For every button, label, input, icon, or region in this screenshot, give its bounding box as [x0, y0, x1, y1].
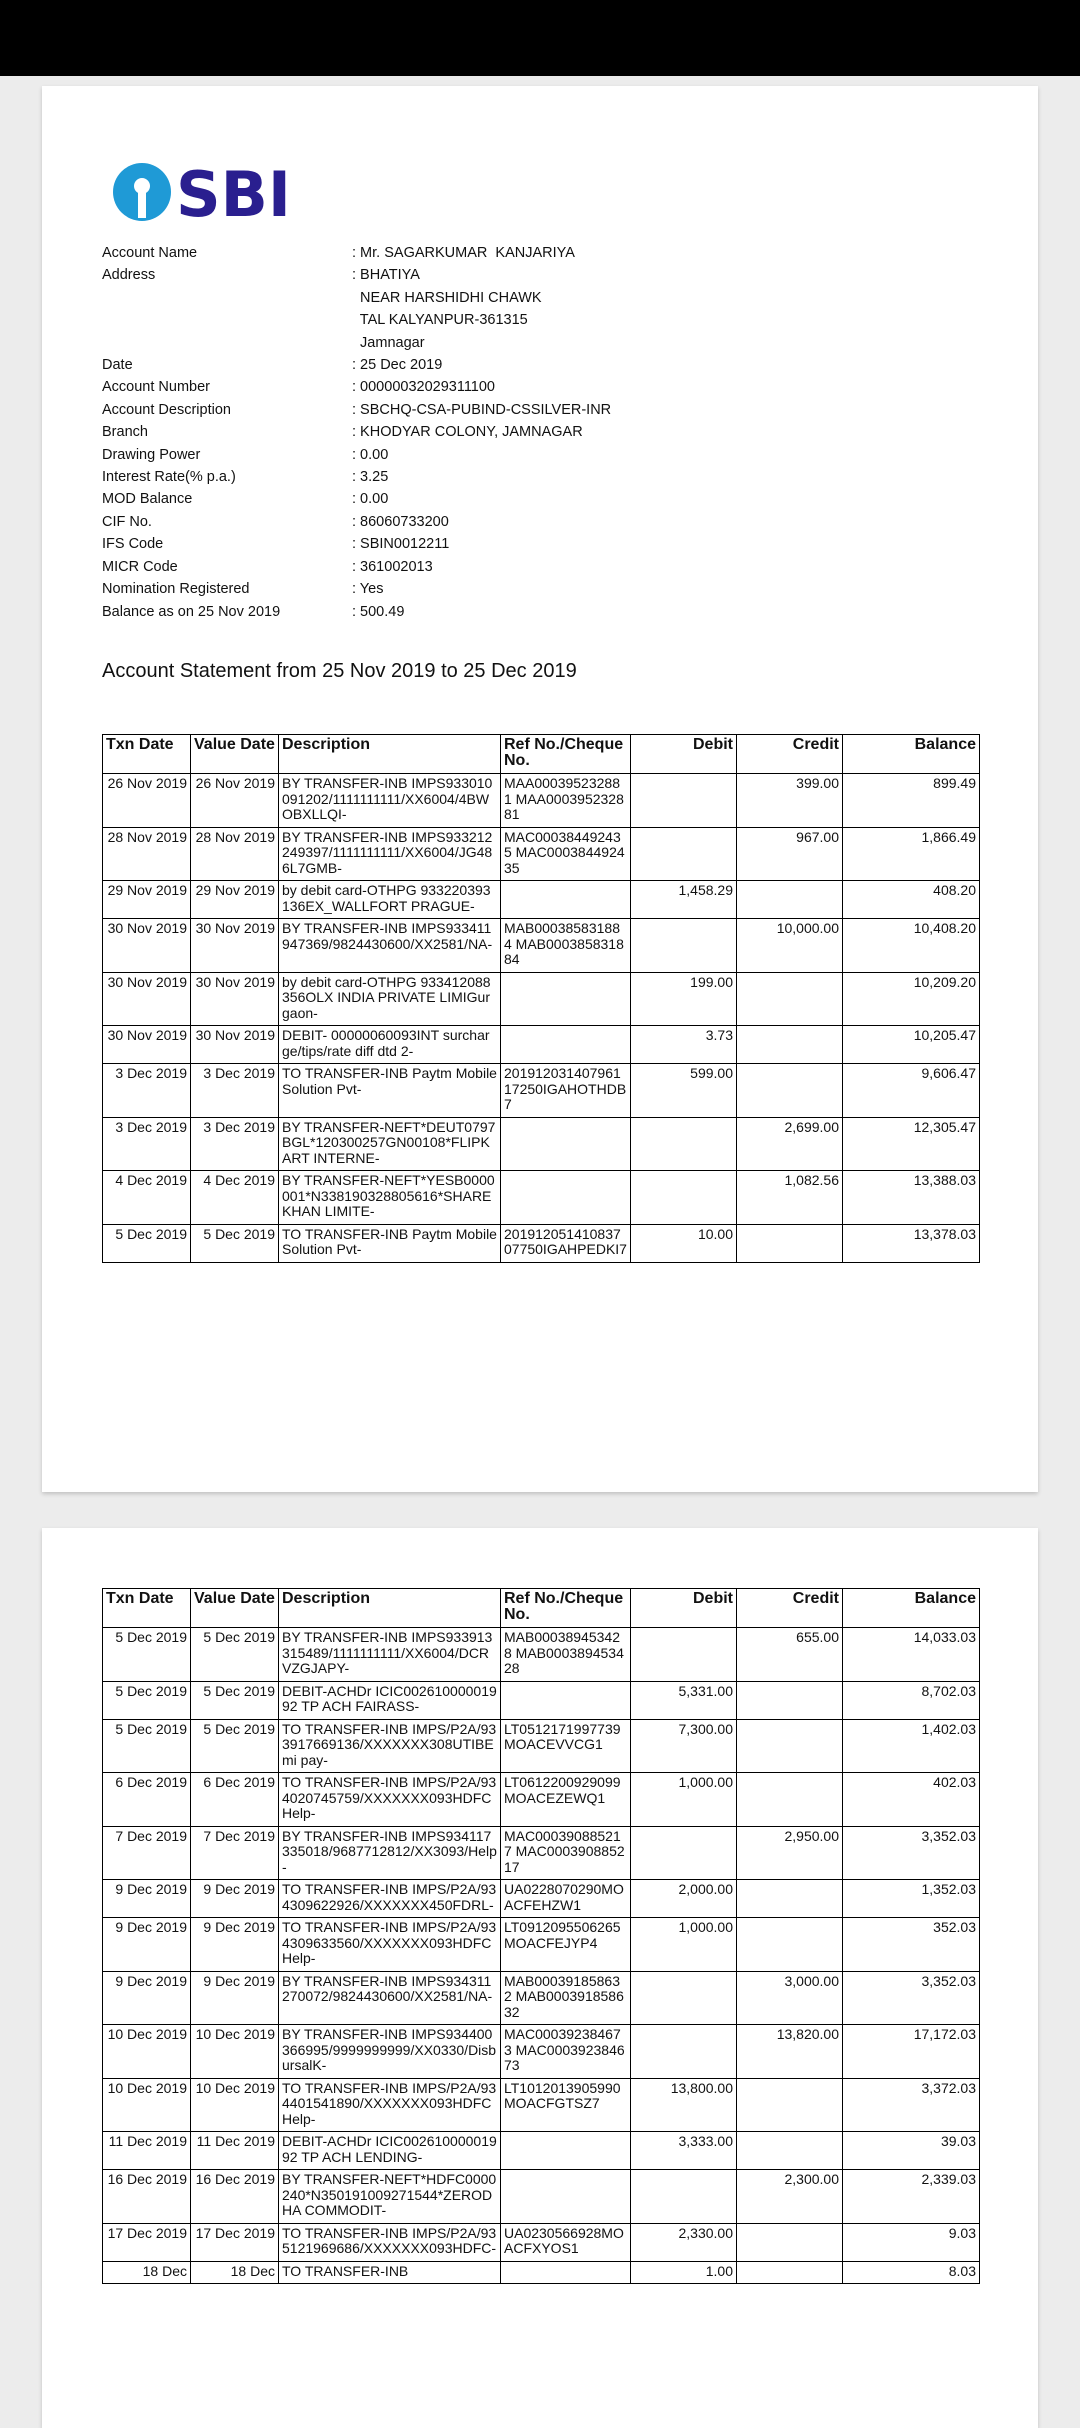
- description-cell: TO TRANSFER-INB IMPS/P2A/934020745759/XXXXXXX093HDFCHelp-: [279, 1773, 501, 1827]
- txn-date-cell: 5 Dec 2019: [103, 1628, 191, 1682]
- info-label: [102, 287, 352, 309]
- value-date-cell: 9 Dec 2019: [191, 1880, 279, 1918]
- value-date-cell: 10 Dec 2019: [191, 2078, 279, 2132]
- value-date-cell: 10 Dec 2019: [191, 2025, 279, 2079]
- credit-cell: [737, 2132, 843, 2170]
- value-date-cell: 7 Dec 2019: [191, 1826, 279, 1880]
- debit-cell: 1,000.00: [631, 1773, 737, 1827]
- credit-cell: 2,699.00: [737, 1117, 843, 1171]
- table-row: [103, 881, 980, 919]
- table-row: [103, 774, 980, 828]
- table-row: [103, 1826, 980, 1880]
- credit-cell: [737, 1681, 843, 1719]
- description-cell: TO TRANSFER-INB IMPS/P2A/934309633560/XXXXXXX093HDFCHelp-: [279, 1918, 501, 1972]
- info-label: Address: [102, 267, 156, 284]
- balance-cell: 2,339.03: [843, 2170, 980, 2224]
- account-info-row: [102, 332, 611, 354]
- credit-cell: 1,082.56: [737, 1171, 843, 1225]
- txn-date-cell: 30 Nov 2019: [103, 972, 191, 1026]
- account-info-row: [102, 444, 611, 466]
- header-debit: Debit: [631, 1589, 737, 1628]
- info-value: : Mr. SAGARKUMAR KANJARIYA: [352, 245, 575, 261]
- info-label: Account Name: [102, 245, 198, 261]
- txn-date-cell: 9 Dec 2019: [103, 1971, 191, 2025]
- txn-date-cell: 3 Dec 2019: [103, 1117, 191, 1171]
- table-row: [103, 2170, 980, 2224]
- description-cell: TO TRANSFER-INB IMPS/P2A/934309622926/XXXXXXX450FDRL-: [279, 1880, 501, 1918]
- header-ref-no: Ref No./Cheque No.: [501, 1589, 631, 1628]
- balance-cell: 899.49: [843, 774, 980, 828]
- info-value: : 361002013: [352, 558, 433, 575]
- table-row: [103, 2078, 980, 2132]
- account-info-row: [102, 578, 611, 600]
- txn-date-cell: 3 Dec 2019: [103, 1064, 191, 1118]
- credit-cell: [737, 1880, 843, 1918]
- description-cell: BY TRANSFER-INB IMPS933913315489/1111111111/XX6004/DCRVZGJAPY-: [279, 1628, 501, 1682]
- value-date-cell: 5 Dec 2019: [191, 1628, 279, 1682]
- txn-date-cell: 10 Dec 2019: [103, 2025, 191, 2079]
- debit-cell: 1.00: [631, 2261, 737, 2284]
- credit-cell: [737, 2261, 843, 2284]
- table-row: [103, 1064, 980, 1118]
- credit-cell: 10,000.00: [737, 919, 843, 973]
- description-cell: TO TRANSFER-INB: [279, 2261, 501, 2284]
- header-balance: Balance: [843, 1589, 980, 1628]
- debit-cell: 13,800.00: [631, 2078, 737, 2132]
- description-cell: by debit card-OTHPG 933220393136EX_WALLFORT PRAGUE-: [279, 881, 501, 919]
- header-description: Description: [279, 1589, 501, 1628]
- table-row: [103, 1971, 980, 2025]
- debit-cell: 5,331.00: [631, 1681, 737, 1719]
- info-label: CIF No.: [102, 513, 152, 530]
- description-cell: BY TRANSFER-NEFT*DEUT0797BGL*120300257GN00108*FLIPKART INTERNE-: [279, 1117, 501, 1171]
- transactions-table-page-2: [102, 1588, 980, 2284]
- description-cell: BY TRANSFER-INB IMPS933411947369/9824430600/XX2581/NA-: [279, 919, 501, 973]
- sbi-logo: [112, 156, 312, 228]
- value-date-cell: 17 Dec 2019: [191, 2223, 279, 2261]
- statement-title: Account Statement from 25 Nov 2019 to 25 Dec 2019: [102, 660, 577, 682]
- account-info-row: [102, 399, 611, 421]
- debit-cell: [631, 2025, 737, 2079]
- info-value: : SBIN0012211: [352, 536, 450, 553]
- table-row: [103, 1719, 980, 1773]
- credit-cell: [737, 972, 843, 1026]
- ref-no-cell: [501, 1171, 631, 1225]
- debit-cell: [631, 1826, 737, 1880]
- value-date-cell: 6 Dec 2019: [191, 1773, 279, 1827]
- txn-date-cell: 9 Dec 2019: [103, 1918, 191, 1972]
- debit-cell: 3,333.00: [631, 2132, 737, 2170]
- balance-cell: 1,352.03: [843, 1880, 980, 1918]
- balance-cell: 9,606.47: [843, 1064, 980, 1118]
- table-row: [103, 1117, 980, 1171]
- account-info-row: [102, 309, 611, 331]
- account-info-row: [102, 601, 611, 623]
- balance-cell: 39.03: [843, 2132, 980, 2170]
- table-row: [103, 1171, 980, 1225]
- debit-cell: 1,458.29: [631, 881, 737, 919]
- txn-date-cell: 5 Dec 2019: [103, 1224, 191, 1262]
- balance-cell: 8.03: [843, 2261, 980, 2284]
- balance-cell: 1,402.03: [843, 1719, 980, 1773]
- credit-cell: [737, 2078, 843, 2132]
- description-cell: by debit card-OTHPG 933412088356OLX INDIA PRIVATE LIMIGurgaon-: [279, 972, 501, 1026]
- ref-no-cell: [501, 972, 631, 1026]
- credit-cell: 2,300.00: [737, 2170, 843, 2224]
- txn-date-cell: 10 Dec 2019: [103, 2078, 191, 2132]
- account-info-row: [102, 242, 611, 264]
- balance-cell: 3,352.03: [843, 1971, 980, 2025]
- credit-cell: [737, 1719, 843, 1773]
- credit-cell: [737, 1224, 843, 1262]
- value-date-cell: 30 Nov 2019: [191, 919, 279, 973]
- value-date-cell: 18 Dec: [191, 2261, 279, 2284]
- txn-date-cell: 5 Dec 2019: [103, 1681, 191, 1719]
- table-row: [103, 919, 980, 973]
- description-cell: DEBIT- 00000060093INT surcharge/tips/rate diff dtd 2-: [279, 1026, 501, 1064]
- description-cell: BY TRANSFER-INB IMPS933212249397/1111111111/XX6004/JG486L7GMB-: [279, 827, 501, 881]
- description-cell: TO TRANSFER-INB Paytm Mobile Solution Pvt-: [279, 1224, 501, 1262]
- debit-cell: [631, 1171, 737, 1225]
- ref-no-cell: [501, 1026, 631, 1064]
- balance-cell: 13,378.03: [843, 1224, 980, 1262]
- ref-no-cell: UA0230566928MOACFXYOS1: [501, 2223, 631, 2261]
- value-date-cell: 28 Nov 2019: [191, 827, 279, 881]
- credit-cell: 967.00: [737, 827, 843, 881]
- table-row: [103, 1918, 980, 1972]
- description-cell: BY TRANSFER-INB IMPS934400366995/9999999999/XX0330/DisbursalK-: [279, 2025, 501, 2079]
- header-value-date: Value Date: [191, 735, 279, 774]
- header-description: Description: [279, 735, 501, 774]
- table-row: [103, 2261, 980, 2284]
- info-label: Balance as on 25 Nov 2019: [102, 603, 281, 620]
- info-label: MICR Code: [102, 558, 178, 575]
- txn-date-cell: 7 Dec 2019: [103, 1826, 191, 1880]
- description-cell: DEBIT-ACHDr ICIC00261000001992 TP ACH LENDING-: [279, 2132, 501, 2170]
- description-cell: BY TRANSFER-INB IMPS933010091202/1111111111/XX6004/4BWOBXLLQI-: [279, 774, 501, 828]
- ref-no-cell: MAA000395232881 MAA000395232881: [501, 774, 631, 828]
- table-row: [103, 1681, 980, 1719]
- txn-date-cell: 28 Nov 2019: [103, 827, 191, 881]
- table-row: [103, 827, 980, 881]
- value-date-cell: 9 Dec 2019: [191, 1918, 279, 1972]
- account-info-row: [102, 511, 611, 533]
- info-value: : 0.00: [352, 491, 389, 508]
- table-row: [103, 1224, 980, 1262]
- ref-no-cell: MAB000391858632 MAB000391858632: [501, 1971, 631, 2025]
- ref-no-cell: LT0512171997739MOACEVVCG1: [501, 1719, 631, 1773]
- credit-cell: 655.00: [737, 1628, 843, 1682]
- statement-page-2: [42, 1528, 1038, 2428]
- table-row: [103, 972, 980, 1026]
- debit-cell: [631, 1971, 737, 2025]
- table-row: [103, 2025, 980, 2079]
- description-cell: TO TRANSFER-INB IMPS/P2A/934401541890/XXXXXXX093HDFCHelp-: [279, 2078, 501, 2132]
- debit-cell: [631, 827, 737, 881]
- credit-cell: [737, 1918, 843, 1972]
- description-cell: TO TRANSFER-INB IMPS/P2A/935121969686/XXXXXXX093HDFC-: [279, 2223, 501, 2261]
- ref-no-cell: MAC000390885217 MAC000390885217: [501, 1826, 631, 1880]
- value-date-cell: 26 Nov 2019: [191, 774, 279, 828]
- balance-cell: 10,205.47: [843, 1026, 980, 1064]
- txn-date-cell: 26 Nov 2019: [103, 774, 191, 828]
- txn-date-cell: 30 Nov 2019: [103, 1026, 191, 1064]
- header-txn-date: Txn Date: [103, 735, 191, 774]
- info-label: MOD Balance: [102, 491, 193, 508]
- status-bar: [0, 0, 1080, 76]
- account-info-row: [102, 264, 611, 286]
- credit-cell: 3,000.00: [737, 1971, 843, 2025]
- debit-cell: [631, 919, 737, 973]
- txn-date-cell: 17 Dec 2019: [103, 2223, 191, 2261]
- ref-no-cell: MAC000392384673 MAC000392384673: [501, 2025, 631, 2079]
- account-info-row: [102, 488, 611, 510]
- debit-cell: 1,000.00: [631, 1918, 737, 1972]
- table-header-row: [103, 735, 980, 774]
- balance-cell: 12,305.47: [843, 1117, 980, 1171]
- account-info-row: [102, 421, 611, 443]
- ref-no-cell: 20191203140796117250IGAHOTHDB7: [501, 1064, 631, 1118]
- statement-page-1: [42, 86, 1038, 1492]
- debit-cell: [631, 1117, 737, 1171]
- header-balance: Balance: [843, 735, 980, 774]
- credit-cell: [737, 1773, 843, 1827]
- ref-no-cell: UA0228070290MOACFEHZW1: [501, 1880, 631, 1918]
- credit-cell: 13,820.00: [737, 2025, 843, 2079]
- debit-cell: 3.73: [631, 1026, 737, 1064]
- table-row: [103, 1026, 980, 1064]
- info-value: : 00000032029311100: [352, 379, 495, 396]
- info-label: Account Number: [102, 379, 210, 396]
- value-date-cell: 16 Dec 2019: [191, 2170, 279, 2224]
- debit-cell: [631, 2170, 737, 2224]
- value-date-cell: 29 Nov 2019: [191, 881, 279, 919]
- debit-cell: 2,000.00: [631, 1880, 737, 1918]
- balance-cell: 1,866.49: [843, 827, 980, 881]
- ref-no-cell: [501, 881, 631, 919]
- info-value: : BHATIYA: [352, 267, 420, 284]
- info-label: Date: [102, 357, 133, 374]
- info-label: Drawing Power: [102, 446, 201, 463]
- credit-cell: [737, 881, 843, 919]
- value-date-cell: 5 Dec 2019: [191, 1681, 279, 1719]
- description-cell: TO TRANSFER-INB IMPS/P2A/933917669136/XXXXXXX308UTIBEmi pay-: [279, 1719, 501, 1773]
- txn-date-cell: 18 Dec: [103, 2261, 191, 2284]
- ref-no-cell: [501, 2261, 631, 2284]
- credit-cell: 399.00: [737, 774, 843, 828]
- txn-date-cell: 29 Nov 2019: [103, 881, 191, 919]
- value-date-cell: 30 Nov 2019: [191, 1026, 279, 1064]
- debit-cell: 7,300.00: [631, 1719, 737, 1773]
- table-header-row: [103, 1589, 980, 1628]
- sbi-logo-text: SBI: [176, 158, 291, 228]
- txn-date-cell: 11 Dec 2019: [103, 2132, 191, 2170]
- value-date-cell: 4 Dec 2019: [191, 1171, 279, 1225]
- info-value: : 0.00: [352, 446, 389, 463]
- account-info-row: [102, 354, 611, 376]
- description-cell: DEBIT-ACHDr ICIC00261000001992 TP ACH FAIRASS-: [279, 1681, 501, 1719]
- balance-cell: 14,033.03: [843, 1628, 980, 1682]
- ref-no-cell: LT0912095506265MOACFEJYP4: [501, 1918, 631, 1972]
- credit-cell: [737, 1064, 843, 1118]
- balance-cell: 10,209.20: [843, 972, 980, 1026]
- info-label: Branch: [102, 424, 148, 441]
- txn-date-cell: 4 Dec 2019: [103, 1171, 191, 1225]
- table-row: [103, 2132, 980, 2170]
- balance-cell: 408.20: [843, 881, 980, 919]
- info-value: Jamnagar: [352, 334, 425, 351]
- value-date-cell: 3 Dec 2019: [191, 1064, 279, 1118]
- value-date-cell: 3 Dec 2019: [191, 1117, 279, 1171]
- info-label: Account Description: [102, 401, 231, 418]
- balance-cell: 3,372.03: [843, 2078, 980, 2132]
- sbi-logo-mark: [112, 156, 312, 228]
- balance-cell: 13,388.03: [843, 1171, 980, 1225]
- info-value: : Yes: [352, 581, 384, 598]
- ref-no-cell: [501, 2170, 631, 2224]
- ref-no-cell: MAC000384492435 MAC000384492435: [501, 827, 631, 881]
- balance-cell: 402.03: [843, 1773, 980, 1827]
- balance-cell: 17,172.03: [843, 2025, 980, 2079]
- account-info-row: [102, 533, 611, 555]
- description-cell: TO TRANSFER-INB Paytm Mobile Solution Pvt-: [279, 1064, 501, 1118]
- header-credit: Credit: [737, 735, 843, 774]
- txn-date-cell: 5 Dec 2019: [103, 1719, 191, 1773]
- info-value: : KHODYAR COLONY, JAMNAGAR: [352, 424, 583, 441]
- ref-no-cell: [501, 1117, 631, 1171]
- balance-cell: 352.03: [843, 1918, 980, 1972]
- info-value: : 500.49: [352, 603, 405, 620]
- info-value: NEAR HARSHIDHI CHAWK: [352, 289, 542, 306]
- info-label: IFS Code: [102, 536, 164, 553]
- description-cell: BY TRANSFER-INB IMPS934311270072/9824430600/XX2581/NA-: [279, 1971, 501, 2025]
- ref-no-cell: [501, 2132, 631, 2170]
- account-info: [102, 242, 611, 623]
- info-value: : SBCHQ-CSA-PUBIND-CSSILVER-INR: [352, 401, 612, 418]
- balance-cell: 3,352.03: [843, 1826, 980, 1880]
- header-txn-date: Txn Date: [103, 1589, 191, 1628]
- header-credit: Credit: [737, 1589, 843, 1628]
- ref-no-cell: LT1012013905990MOACFGTSZ7: [501, 2078, 631, 2132]
- ref-no-cell: 20191205141083707750IGAHPEDKI7: [501, 1224, 631, 1262]
- info-value: : 25 Dec 2019: [352, 357, 443, 374]
- txn-date-cell: 16 Dec 2019: [103, 2170, 191, 2224]
- account-info-row: [102, 376, 611, 398]
- value-date-cell: 9 Dec 2019: [191, 1971, 279, 2025]
- header-value-date: Value Date: [191, 1589, 279, 1628]
- debit-cell: [631, 1628, 737, 1682]
- account-info-row: [102, 466, 611, 488]
- value-date-cell: 5 Dec 2019: [191, 1719, 279, 1773]
- balance-cell: 8,702.03: [843, 1681, 980, 1719]
- debit-cell: 2,330.00: [631, 2223, 737, 2261]
- info-label: [102, 332, 352, 354]
- info-label: [102, 309, 352, 331]
- description-cell: BY TRANSFER-NEFT*HDFC0000240*N350191009271544*ZERODHA COMMODIT-: [279, 2170, 501, 2224]
- info-label: Interest Rate(% p.a.): [102, 469, 236, 486]
- debit-cell: 599.00: [631, 1064, 737, 1118]
- debit-cell: 199.00: [631, 972, 737, 1026]
- account-info-row: [102, 556, 611, 578]
- value-date-cell: 5 Dec 2019: [191, 1224, 279, 1262]
- header-ref-no: Ref No./Cheque No.: [501, 735, 631, 774]
- description-cell: BY TRANSFER-NEFT*YESB0000001*N338190328805616*SHAREKHAN LIMITE-: [279, 1171, 501, 1225]
- info-label: Nomination Registered: [102, 581, 250, 598]
- balance-cell: 9.03: [843, 2223, 980, 2261]
- description-cell: BY TRANSFER-INB IMPS934117335018/9687712812/XX3093/Help-: [279, 1826, 501, 1880]
- header-debit: Debit: [631, 735, 737, 774]
- credit-cell: 2,950.00: [737, 1826, 843, 1880]
- txn-date-cell: 30 Nov 2019: [103, 919, 191, 973]
- info-value: TAL KALYANPUR-361315: [352, 312, 528, 329]
- info-value: : 86060733200: [352, 513, 449, 530]
- balance-cell: 10,408.20: [843, 919, 980, 973]
- info-value: : 3.25: [352, 469, 389, 486]
- table-row: [103, 1773, 980, 1827]
- table-row: [103, 1880, 980, 1918]
- table-row: [103, 2223, 980, 2261]
- debit-cell: [631, 774, 737, 828]
- value-date-cell: 30 Nov 2019: [191, 972, 279, 1026]
- credit-cell: [737, 2223, 843, 2261]
- ref-no-cell: MAB000385831884 MAB000385831884: [501, 919, 631, 973]
- txn-date-cell: 6 Dec 2019: [103, 1773, 191, 1827]
- credit-cell: [737, 1026, 843, 1064]
- transactions-table-page-1: [102, 734, 980, 1263]
- account-info-row: [102, 287, 611, 309]
- ref-no-cell: LT0612200929099MOACEZEWQ1: [501, 1773, 631, 1827]
- ref-no-cell: [501, 1681, 631, 1719]
- txn-date-cell: 9 Dec 2019: [103, 1880, 191, 1918]
- value-date-cell: 11 Dec 2019: [191, 2132, 279, 2170]
- ref-no-cell: MAB000389453428 MAB000389453428: [501, 1628, 631, 1682]
- table-row: [103, 1628, 980, 1682]
- debit-cell: 10.00: [631, 1224, 737, 1262]
